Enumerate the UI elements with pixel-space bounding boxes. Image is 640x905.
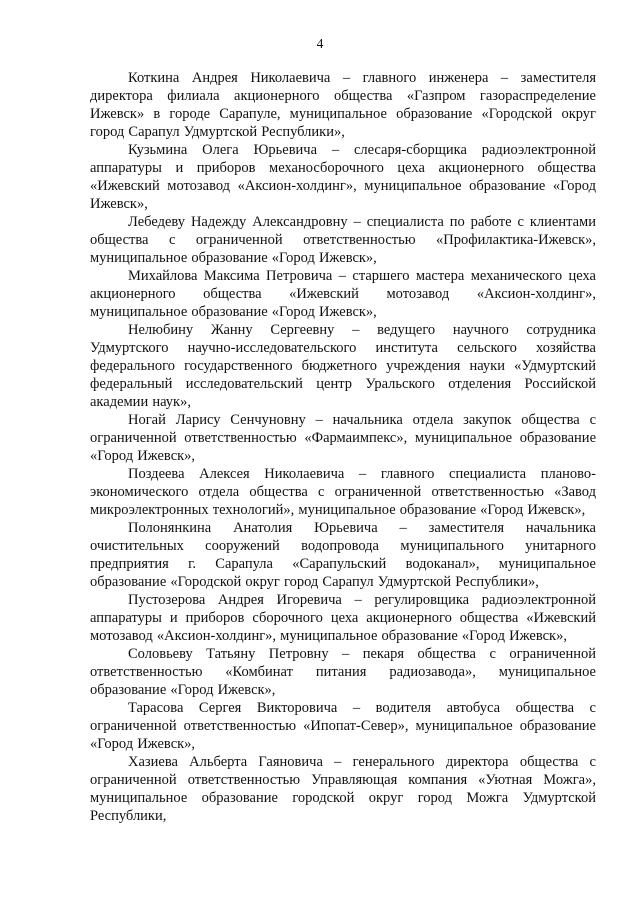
paragraph-pozdeev: Поздеева Алексея Николаевича – главного специалиста планово-экономического отдела общества с ограниченной ответственностью «Завод микроэлектронных технологий», муниципальное образование «Город Ижевск», xyxy=(90,466,596,518)
paragraph-lebedeva: Лебедеву Надежду Александровну – специалиста по работе с клиентами общества с ограниченной ответственностью «Профилактика-Ижевск», муниципальное образование «Город Ижевск», xyxy=(90,214,596,266)
paragraph-nelyubina: Нелюбину Жанну Сергеевну – ведущего научного сотрудника Удмуртского научно-исследовательского института сельского хозяйства федерального государственного бюджетного учреждения науки «Удмуртский федеральный исследовательский центр Уральского отделения Российской академии наук», xyxy=(90,322,596,410)
document-body xyxy=(90,69,596,825)
paragraph-kotkin: Коткина Андрея Николаевича – главного инженера – заместителя директора филиала акционерного общества «Газпром газораспределение Ижевск» в городе Сарапуле, муниципальное образование «Городской округ город Сарапул Удмуртской Республики», xyxy=(90,70,596,140)
page-number: 4 xyxy=(316,36,324,51)
paragraph-polonyankin: Полонянкина Анатолия Юрьевича – заместителя начальника очистительных сооружений водопровода муниципального унитарного предприятия г. Сарапула «Сарапульский водоканал», муниципальное образование «Городской округ город Сарапул Удмуртской Республики», xyxy=(90,520,596,590)
paragraph-khaziev: Хазиева Альберта Гаяновича – генерального директора общества с ограниченной ответственностью Управляющая компания «Уютная Можга», муниципальное образование городской округ город Можга Удмуртской Республики, xyxy=(90,754,596,824)
paragraph-mikhailov: Михайлова Максима Петровича – старшего мастера механического цеха акционерного общества «Ижевский мотозавод «Аксион-холдинг», муниципальное образование «Город Ижевск», xyxy=(90,268,596,320)
paragraph-pustozerov: Пустозерова Андрея Игоревича – регулировщика радиоэлектронной аппаратуры и приборов сборочного цеха акционерного общества «Ижевский мотозавод «Аксион-холдинг», муниципальное образование «Город Ижевск», xyxy=(90,592,596,644)
paragraph-kuzmin: Кузьмина Олега Юрьевича – слесаря-сборщика радиоэлектронной аппаратуры и приборов механосборочного цеха акционерного общества «Ижевский мотозавод «Аксион-холдинг», муниципальное образование «Город Ижевск», xyxy=(90,142,596,212)
paragraph-solovyeva: Соловьеву Татьяну Петровну – пекаря общества с ограниченной ответственностью «Комбинат питания радиозавода», муниципальное образование «Город Ижевск», xyxy=(90,646,596,698)
paragraph-nogai: Ногай Ларису Сенчуновну – начальника отдела закупок общества с ограниченной ответственностью «Фармаимпекс», муниципальное образование «Город Ижевск», xyxy=(90,412,596,464)
paragraph-tarasov: Тарасова Сергея Викторовича – водителя автобуса общества с ограниченной ответственностью «Ипопат-Север», муниципальное образование «Город Ижевск», xyxy=(90,700,596,752)
